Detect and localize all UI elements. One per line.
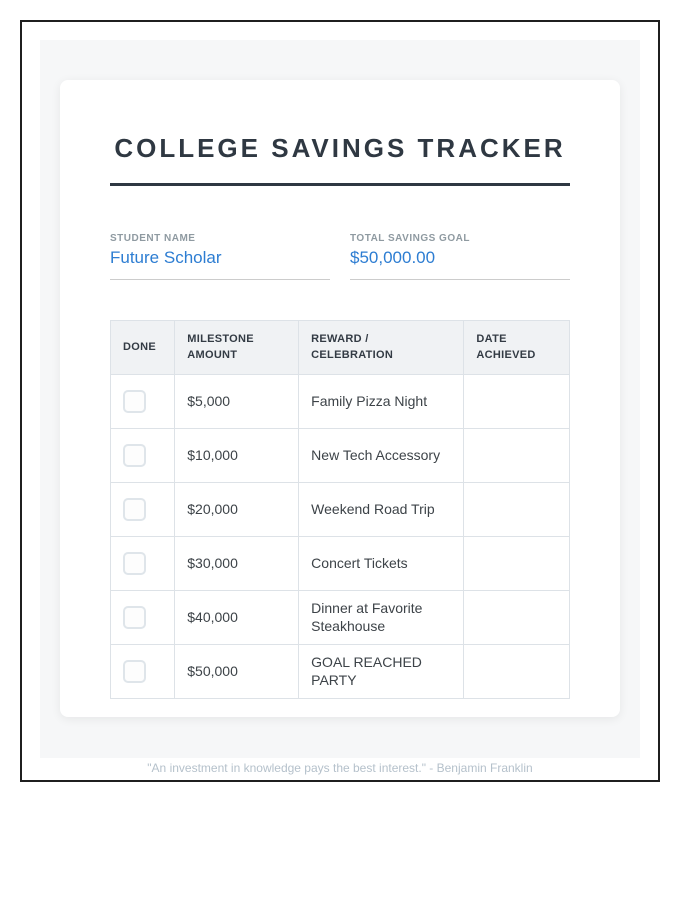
date-achieved-cell[interactable] xyxy=(464,537,570,591)
done-cell xyxy=(111,645,175,699)
header-reward-celebration: REWARD / CELEBRATION xyxy=(299,321,464,375)
done-cell xyxy=(111,591,175,645)
table-row xyxy=(111,537,570,591)
fields-row xyxy=(110,233,570,280)
student-name-value[interactable]: Future Scholar xyxy=(110,248,222,267)
footer-quote: "An investment in knowledge pays the best interest." - Benjamin Franklin xyxy=(147,761,533,775)
date-achieved-cell[interactable] xyxy=(464,483,570,537)
done-cell xyxy=(111,429,175,483)
amount-cell: $30,000 xyxy=(175,537,299,591)
milestones-table xyxy=(110,320,570,699)
milestone-checkbox[interactable] xyxy=(123,552,146,575)
page-title: COLLEGE SAVINGS TRACKER xyxy=(114,133,566,163)
reward-cell: Weekend Road Trip xyxy=(299,483,464,537)
savings-goal-field xyxy=(350,233,570,280)
reward-cell: New Tech Accessory xyxy=(299,429,464,483)
date-achieved-cell[interactable] xyxy=(464,645,570,699)
table-header-row xyxy=(111,321,570,375)
tracker-background xyxy=(40,40,640,758)
date-achieved-cell[interactable] xyxy=(464,375,570,429)
tracker-card xyxy=(60,80,620,717)
title-divider xyxy=(110,183,570,186)
table-row xyxy=(111,591,570,645)
milestone-checkbox[interactable] xyxy=(123,606,146,629)
amount-cell: $5,000 xyxy=(175,375,299,429)
amount-cell: $40,000 xyxy=(175,591,299,645)
date-achieved-cell[interactable] xyxy=(464,429,570,483)
header-date-achieved: DATE ACHIEVED xyxy=(464,321,570,375)
reward-cell: Dinner at Favorite Steakhouse xyxy=(299,591,464,645)
milestone-checkbox[interactable] xyxy=(123,390,146,413)
amount-cell: $10,000 xyxy=(175,429,299,483)
reward-cell: Concert Tickets xyxy=(299,537,464,591)
done-cell xyxy=(111,483,175,537)
table-row xyxy=(111,645,570,699)
table-row xyxy=(111,483,570,537)
done-cell xyxy=(111,537,175,591)
savings-goal-value[interactable]: $50,000.00 xyxy=(350,248,436,267)
header-milestone-amount: MILESTONE AMOUNT xyxy=(175,321,299,375)
page-border xyxy=(20,20,660,782)
milestone-checkbox[interactable] xyxy=(123,660,146,683)
reward-cell: GOAL REACHED PARTY xyxy=(299,645,464,699)
table-row xyxy=(111,375,570,429)
amount-cell: $50,000 xyxy=(175,645,299,699)
table-row xyxy=(111,429,570,483)
student-name-field xyxy=(110,233,330,280)
student-name-label: STUDENT NAME xyxy=(110,233,196,244)
reward-cell: Family Pizza Night xyxy=(299,375,464,429)
savings-goal-label: TOTAL SAVINGS GOAL xyxy=(350,233,470,244)
header-done: DONE xyxy=(111,321,175,375)
date-achieved-cell[interactable] xyxy=(464,591,570,645)
done-cell xyxy=(111,375,175,429)
milestone-checkbox[interactable] xyxy=(123,444,146,467)
milestone-checkbox[interactable] xyxy=(123,498,146,521)
amount-cell: $20,000 xyxy=(175,483,299,537)
